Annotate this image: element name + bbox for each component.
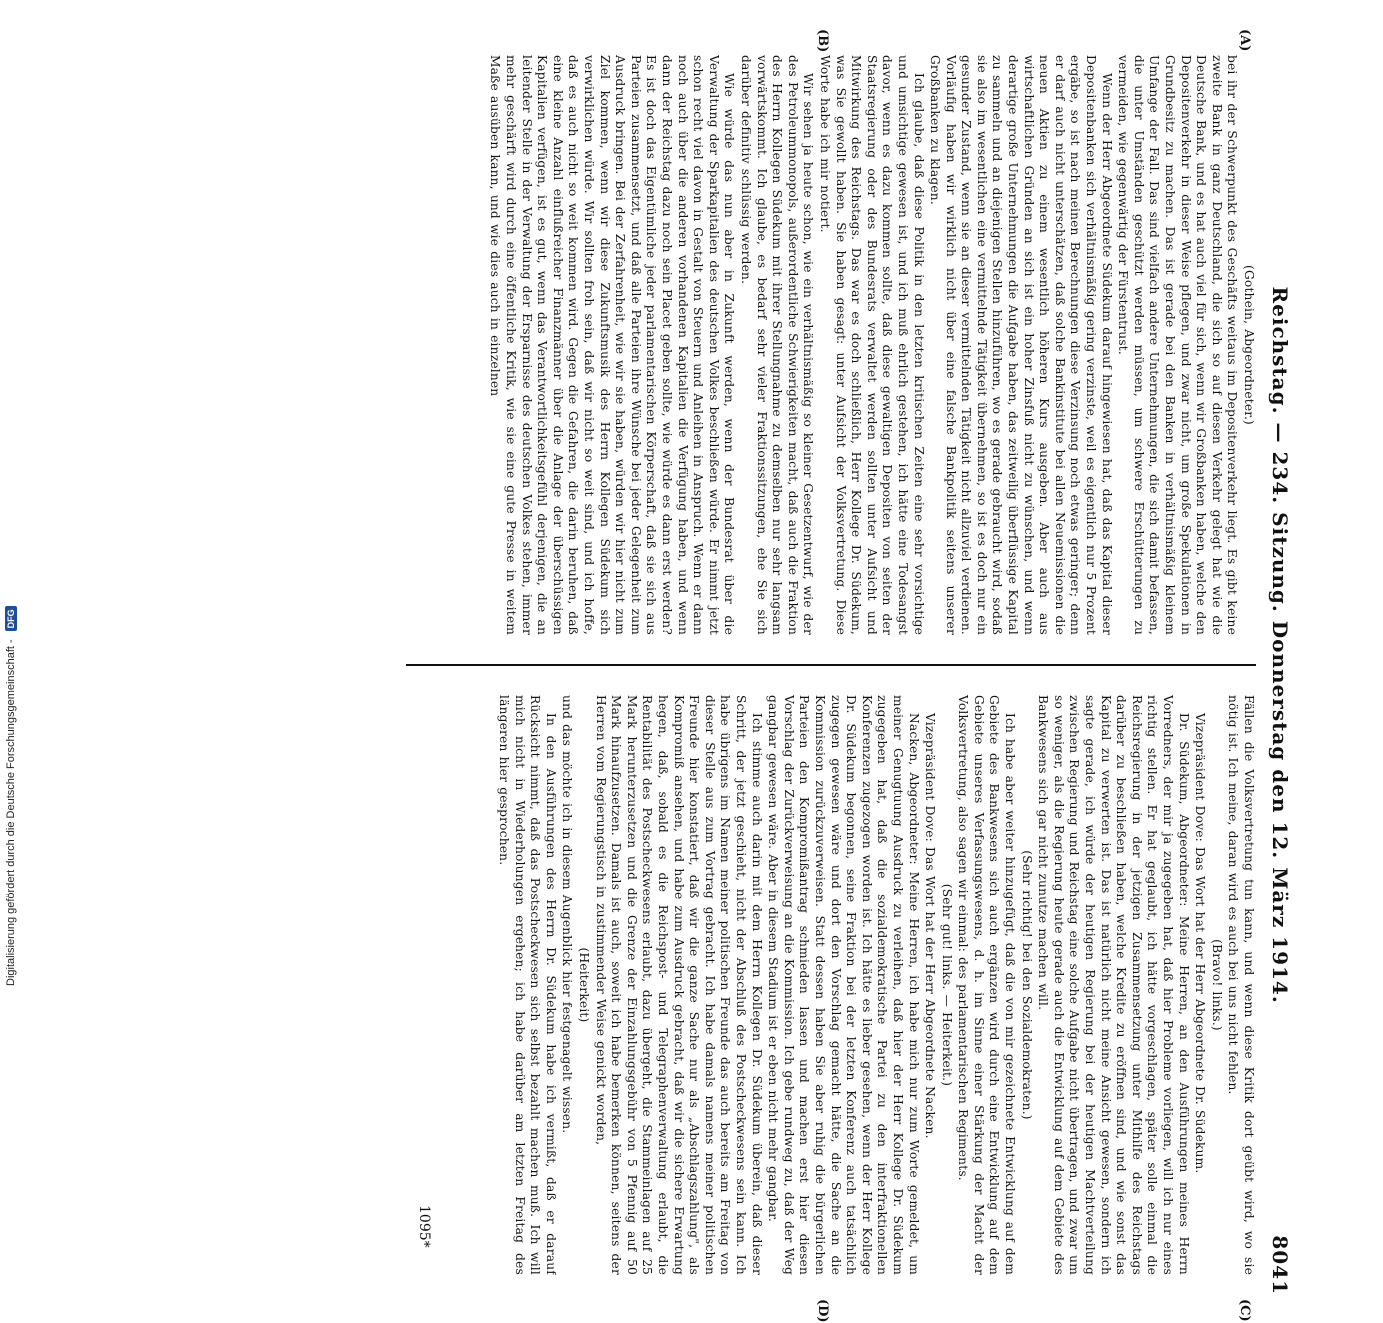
dfg-logo: DFG bbox=[5, 606, 17, 631]
paragraph: Wir sehen ja heute schon, wie ein verhältnismäßig so kleiner Gesetzentwurf, wie der des Petroleummonopols, außerordentliche Schwierigkeiten macht, daß auch die Fraktion des Herrn Kollegen Südekum mit ihrer Stellungnahme zu demselben nur sehr langsam vorwärtskommt. Ich glaube, es bedarf sehr vieler Fraktionssitzungen, ehe Sie sich darüber definitiv schlüssig werden. bbox=[739, 55, 816, 635]
paragraph: Wie würde das nun aber in Zukunft werden, wenn der Bundesrat über die Verwaltung der Sparkapitalien des deutschen Volkes beschließen würde. Er nimmt jetzt schon recht viel davon in Gestalt von Steuern und Anleihen in Anspruch. Wenn er dann noch auch über die anderen vorhandenen Kapitalien die Verfügung haben, und wenn dann der Reichstag dazu noch sein Placet geben sollte, wie würde es dann erst werden? Es ist doch das Eigentümliche jeder parlamentarischen Körperschaft, daß sie sich aus Parteien zusammensetzt, und daß alle Parteien ihre Wünsche bei jeder Gelegenheit zum Ausdruck bringen. Bei der Zerfahrenheit, wie wir sie haben, würden wir hier nicht zum Ziel kommen, wenn wir diese Zukunftsmusik des Herrn Kollegen Südekum sich verwirklichen würde. Wir sollten froh sein, daß wir nicht so weit sind, und ich hoffe, daß es auch nicht so weit kommen wird. Gegen die Gefahren, die darin beruhen, daß eine kleine Anzahl einflußreicher Finanzmänner über die Anlage der überschüssigen Kapitalien verfügen, ist es gut, wenn das Verantwortlichkeitsgefühl derjenigen, die an leitender Stelle in der Verwaltung der Ersparnisse des deutschen Volkes stehen, immer mehr geschärft wird durch eine öffentliche Kritik, wie sie eine gute Presse in weitem Maße ausüben kann, und wie dies auch in einzelnen bbox=[488, 55, 737, 635]
left-column-text bbox=[487, 55, 1256, 635]
margin-mark-a: (A) bbox=[1237, 29, 1252, 52]
paragraph: Wenn der Herr Abgeordnete Südekum darauf hingewiesen hat, daß das Kapital dieser Depositenbanken sich verhältnismäßig gering verzinste, weil es eigentlich nur 5 Prozent ergäbe, so ist nach meinen Berechnungen diese Verzinsung noch etwas geringer; denn er darf auch nicht unterschätzen, daß solche Bankinstitute bei allen Neuemissionen die neuen Aktien zu einem wesentlich höheren Kurs ausgeben. Aber auch aus wirtschaftlichen Gründen an sich ist ein hoher Zinsfuß nicht zu wünschen, und wenn derartige große Unternehmungen die Aufgabe haben, das zeitweilig überflüssige Kapital zu sammeln und an diejenigen Stellen hinzuführen, wo es gerade gebraucht wird, sodaß sie also im wesentlichen eine vermittelnde Tätigkeit übernehmen, so ist es doch nur ein gesunder Zustand, wenn sie an dieser vermittelnden Tätigkeit nicht allzuviel verdienen. Vorläufig haben wir wirklich nicht über eine falsche Bankpolitik seitens unserer Großbanken zu klagen. bbox=[928, 55, 1114, 635]
margin-mark-b: (B) bbox=[815, 29, 830, 53]
page-number: 8041 bbox=[1268, 1235, 1292, 1295]
left-column bbox=[406, 55, 1256, 655]
paragraph: Nacken, Abgeordneter: Meine Herren, ich habe mich nur zum Worte gemeldet, um meiner Genugtuung Ausdruck zu verleihen, daß hier der Herr Kollege Dr. Südekum zugegeben hat, daß die sozialdemokratische Partei zu den interfraktionellen Konferenzen zugezogen worden ist. Ich hätte es lieber gesehen, wenn der Herr Kollege Dr. Südekum begonnen, seine Fraktion bei der letzten Konferenz auch tatsächlich zugegen gewesen wäre und dort den Vorschlag gemacht hätte, die Sache an die Kommission zurückzuverweisen. Statt dessen haben Sie aber ruhig die bürgerlichen Parteien den Kompromißantrag schmieden lassen und machen erst hier diesen Vorschlag der Zurückverweisung an die Kommission. Ich gebe rundweg zu, daß der Weg gangbar gewesen wäre. Aber in diesem Stadium ist er eben nicht mehr gangbar. bbox=[766, 695, 921, 1275]
paragraph: und das möchte ich in diesem Augenblick hier festgenagelt wissen. bbox=[560, 695, 575, 1134]
speaker-paragraph: Vizepräsident Dove: Das Wort hat der Herr Abgeordnete Nacken. bbox=[923, 713, 938, 1139]
paragraph: In den Ausführungen des Herrn Dr. Südekum habe ich vermißt, daß er darauf Rücksicht nimmt, daß das Postscheckwesen sich selbst bezahlt machen muß. Ich will mich nicht in Wiederholungen ergehen; ich habe darüber am letzten Freitag des längeren hier gesprochen. bbox=[497, 695, 558, 1275]
text-columns bbox=[406, 55, 1256, 1295]
interjection: (Bravo! links.) bbox=[1209, 939, 1224, 1031]
page-header bbox=[1260, 55, 1300, 1295]
paragraph: Ich glaube, daß diese Politik in den letzten kritischen Zeiten eine sehr vorsichtige und umsichtige gewesen ist, und ich muß ehrlich gestehen, ich hätte eine Todesangst davor, wenn es dazu kommen sollte, daß diese gewaltigen Depositen von seiten der Staatsregierung oder des Bundesrats verwaltet werden sollten unter Aufsicht und Mitwirkung des Reichstags. Das war es doch schließlich, Herr Kollege Dr. Südekum, was Sie gewollt haben. Sie haben gesagt: unter Aufsicht der Volksvertretung. Diese Worte habe ich mir notiert. bbox=[817, 55, 926, 635]
sheet-signature: 1095* bbox=[416, 1205, 432, 1248]
right-column bbox=[406, 675, 1256, 1275]
paragraph: Fällen die Volksvertretung tun kann, und wenn diese Kritik dort geübt wird, wo sie nötig ist. Ich meine, daran wird es auch bei uns nicht fehlen. bbox=[1226, 695, 1256, 1275]
speaker-paragraph: Vizepräsident Dove: Das Wort hat der Herr Abgeordnete Dr. Südekum. bbox=[1193, 713, 1208, 1174]
paragraph: bei ihr der Schwerpunkt des Geschäfts weitaus im Depositenverkehr liegt. Es gibt keine zweite Bank in ganz Deutschland, die sich so auf diesen Verkehr gelegt hat wie die Deutsche Bank, und es hat auch viel für sich, wenn wir Großbanken haben, welche den Depositenverkehr in dieser Weise pflegen, und zwar nicht, um große Spekulationen in Grundbesitz zu machen. Das ist gerade bei den Banken in verhältnismäßig kleinem Umfange der Fall. Das sind vielfach andere Unternehmungen, die sich damit befassen, die unter Umständen geschützt werden müssen, um schwere Erschütterungen zu vermeiden, wie gegenwärtig der Fürstentrust. bbox=[1116, 55, 1240, 635]
page-title: Reichstag. — 234. Sitzung. Donnerstag den 12. März 1914. bbox=[1268, 286, 1292, 1004]
interjection: (Sehr richtig! bei den Sozialdemokraten.) bbox=[1019, 850, 1034, 1120]
interjection: (Heiterkeit) bbox=[577, 947, 592, 1023]
margin-mark-d: (D) bbox=[815, 1299, 830, 1323]
speaker-line: (Gothein, Abgeordneter.) bbox=[1242, 265, 1256, 425]
digitization-caption bbox=[2, 0, 20, 1000]
paragraph: Ich stimme auch darin mit dem Herrn Kollegen Dr. Südekum überein, daß dieser Schritt, der jetzt geschieht, nicht der Abschluß des Postscheckwesens sein kann. Ich habe übrigens im Namen meiner politischen Freunde das auch bereits am Freitag von dieser Stelle aus zum Vortrag gebracht. Ich habe damals namens meiner politischen Freunde hier konstatiert, daß wir die ganze Sache nur als „Abschlagszahlung", als Kompromiß ansehen, und habe zum Ausdruck gebracht, daß wir die sichere Erwartung hegen, daß, sobald es die Reichspost- und Telegraphenverwaltung erlaubt, die Rentabilität des Postscheckwesens erlaubt, dazu übergeht, die Stammeinlagen auf 25 Mark herunterzusetzen und die Grenze der Einzahlungsgebühr von 5 Pfennig auf 50 Mark hinaufzusetzen. Damals ist auch, soweit ich habe bemerken können, seitens der Herren vom Regierungstisch in zustimmender Weise genickt worden, bbox=[593, 695, 764, 1275]
rotated-newspaper-page bbox=[60, 29, 1300, 1323]
digitization-caption-text: Digitalisierung gefördert durch die Deutsche Forschungsgemeinschaft - bbox=[5, 639, 17, 986]
paragraph: Dr. Südekum, Abgeordneter: Meine Herren, an den Ausführungen meines Herrn Vorredners, der mir ja zugegeben hat, daß hier Probleme vorliegen, will ich nur eines richtig stellen. Er hat geglaubt, ich hätte vorgeschlagen, später solle einmal die Reichsregierung in der jetzigen Zusammensetzung unter Mithilfe des Reichstags darüber zu beschließen haben, welche Kredite zu eröffnen sind, und wie sonst das Kapital zu verwerten ist. Das ist natürlich nicht meine Ansicht gewesen, sondern ich sagte gerade, ich würde der heutigen Regierung bei der heutigen Machtverteilung zwischen Regierung und Reichstag eine solche Aufgabe nicht übertragen, und zwar um so weniger, als die Regierung heute gerade auch die Entwicklung auf dem Gebiete des Bankwesens sich gar nicht zunutze machen will. bbox=[1036, 695, 1191, 1275]
margin-mark-c: (C) bbox=[1237, 1299, 1252, 1322]
right-column-text bbox=[496, 695, 1257, 1275]
column-divider bbox=[406, 664, 1256, 666]
interjection: (Sehr gut! links. — Heiterkeit.) bbox=[939, 883, 954, 1087]
paragraph: Ich habe aber weiter hinzugefügt, daß die von mir gezeichnete Entwicklung auf dem Gebiete des Bankwesens sich auch ergänzen wird durch eine Entwicklung auf dem Gebiete unseres Verfassungswesens, d. h. im Sinne einer Stärkung der Macht der Volksvertretung, also sagen wir einmal: des parlamentarischen Regiments. bbox=[956, 695, 1018, 1275]
